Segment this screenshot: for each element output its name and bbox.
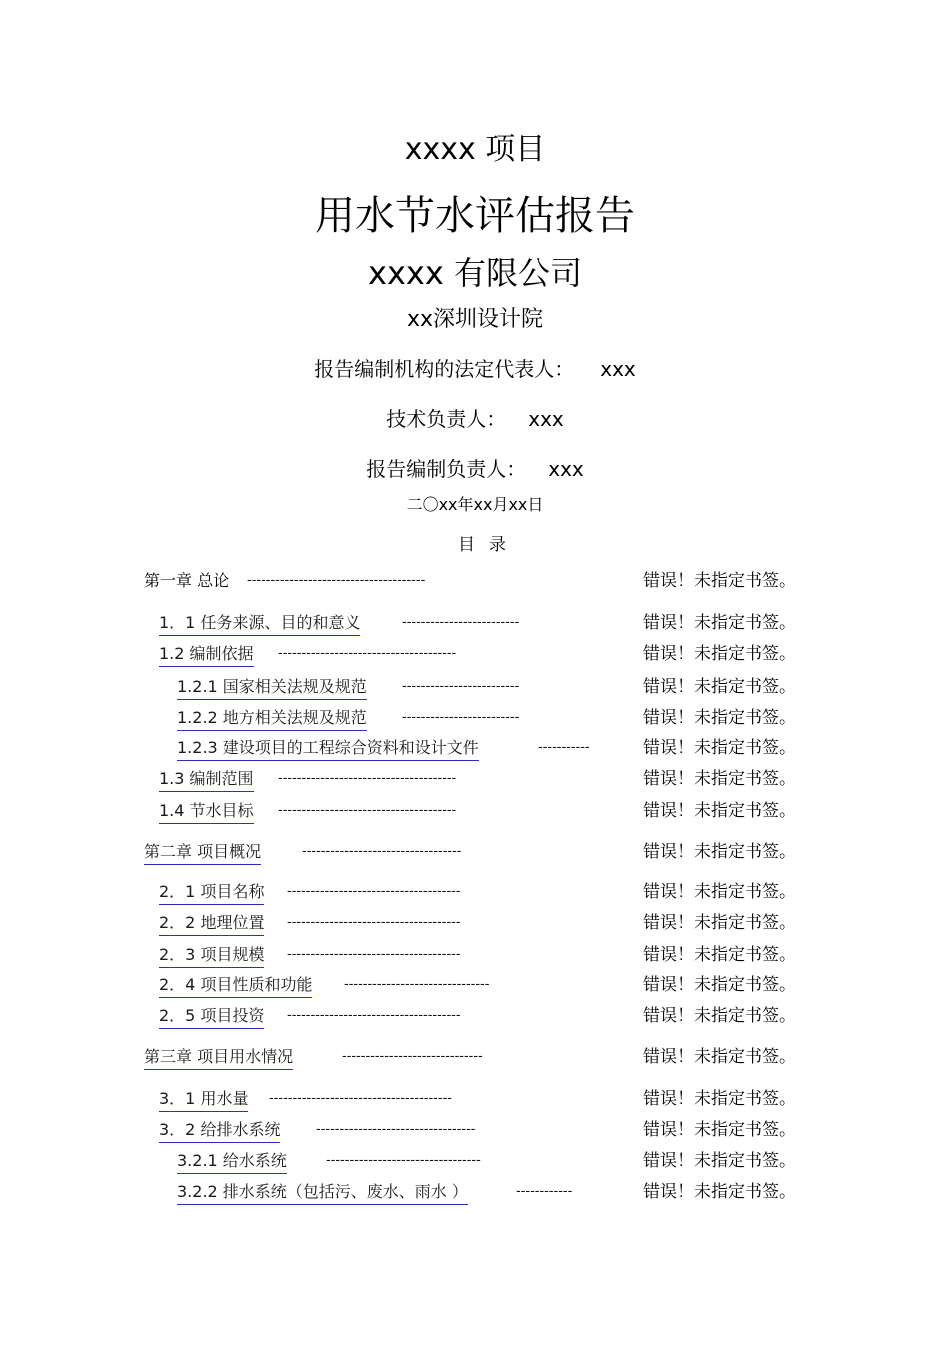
toc-entry[interactable] [0, 611, 950, 635]
toc-leader-dashes: ------------------------------------- [287, 915, 461, 930]
project-name: xxxx 项目 [404, 132, 546, 167]
toc-page-reference: 错误！未指定书签。 [643, 613, 796, 633]
toc-entry-label[interactable]: 1.4 节水目标 [159, 799, 254, 824]
toc-leader-dashes: -------------------------------------- [278, 803, 457, 818]
toc-page-reference: 错误！未指定书签。 [643, 708, 796, 728]
toc-entry[interactable] [0, 943, 950, 967]
toc-entry-label[interactable]: 2．2 地理位置 [159, 911, 264, 936]
toc-leader-dashes: --------------------------------- [326, 1153, 481, 1168]
company-name: xxxx 有限公司 [368, 254, 582, 292]
institute-name: xx深圳设计院 [406, 307, 544, 332]
toc-entry[interactable] [0, 1118, 950, 1142]
toc-entry-label[interactable]: 3．2 给排水系统 [159, 1118, 280, 1143]
toc-leader-dashes: ---------------------------------- [302, 844, 462, 859]
toc-entry-label[interactable]: 第三章 项目用水情况 [144, 1045, 293, 1070]
toc-heading: 目录 [458, 535, 520, 555]
toc-leader-dashes: ------------------------- [402, 710, 520, 725]
toc-page-reference: 错误！未指定书签。 [643, 1182, 796, 1202]
toc-page-reference: 错误！未指定书签。 [643, 945, 796, 965]
toc-entry-label[interactable]: 1．1 任务来源、目的和意义 [159, 611, 360, 636]
toc-entry[interactable] [0, 880, 950, 904]
toc-entry[interactable] [0, 1180, 950, 1204]
toc-page-reference: 错误！未指定书签。 [643, 801, 796, 821]
toc-entry-label[interactable]: 3.2.1 给水系统 [177, 1149, 287, 1174]
toc-entry-label[interactable]: 1.2 编制依据 [159, 642, 254, 667]
toc-page-reference: 错误！未指定书签。 [643, 842, 796, 862]
technical-lead-line [0, 403, 950, 432]
technical-lead-value: xxx [528, 407, 564, 431]
technical-lead-label: 技术负责人： [386, 407, 507, 431]
toc-entry[interactable] [0, 736, 950, 760]
toc-leader-dashes: ------------------------------------- [287, 947, 461, 962]
toc-entry [0, 569, 950, 593]
toc-page-reference: 错误！未指定书签。 [643, 769, 796, 789]
toc-leader-dashes: ------------ [516, 1184, 573, 1199]
toc-page-reference: 错误！未指定书签。 [643, 1151, 796, 1171]
toc-entry[interactable] [0, 911, 950, 935]
toc-entry[interactable] [0, 1149, 950, 1173]
toc-leader-dashes: -------------------------------------- [278, 771, 457, 786]
toc-page-reference: 错误！未指定书签。 [643, 1047, 796, 1067]
toc-entry[interactable] [0, 799, 950, 823]
report-editor-line [0, 453, 950, 482]
toc-entry-label[interactable]: 2．4 项目性质和功能 [159, 973, 312, 998]
legal-representative-label: 报告编制机构的法定代表人： [314, 357, 575, 381]
toc-entry-label[interactable]: 1.2.2 地方相关法规及规范 [177, 706, 367, 731]
toc-entry-label[interactable]: 第二章 项目概况 [144, 840, 261, 865]
report-date: 二〇xx年xx月xx日 [406, 495, 544, 514]
toc-page-reference: 错误！未指定书签。 [643, 1120, 796, 1140]
toc-leader-dashes: -------------------------------------- [278, 646, 457, 661]
toc-leader-dashes: ----------- [538, 740, 590, 755]
toc-entry-label[interactable]: 2．3 项目规模 [159, 943, 264, 968]
toc-entry[interactable] [0, 1004, 950, 1028]
toc-page-reference: 错误！未指定书签。 [643, 571, 796, 591]
toc-page-reference: 错误！未指定书签。 [643, 882, 796, 902]
toc-leader-dashes: ------------------------- [402, 679, 520, 694]
toc-entry-label[interactable]: 3.2.2 排水系统（包括污、废水、雨水 ） [177, 1180, 468, 1205]
toc-leader-dashes: -------------------------------------- [247, 573, 426, 588]
report-editor-value: xxx [548, 457, 584, 481]
toc-entry-label[interactable]: 1.2.1 国家相关法规及规范 [177, 675, 367, 700]
toc-entry-label[interactable]: 1.2.3 建设项目的工程综合资料和设计文件 [177, 736, 479, 761]
toc-entry[interactable] [0, 1045, 950, 1069]
toc-entry-label[interactable]: 2．5 项目投资 [159, 1004, 264, 1029]
report-editor-label: 报告编制负责人： [366, 457, 527, 481]
toc-entry-label: 第一章 总论 [144, 571, 230, 590]
toc-entry[interactable] [0, 642, 950, 666]
toc-page-reference: 错误！未指定书签。 [643, 677, 796, 697]
toc-leader-dashes: ---------------------------------- [316, 1122, 476, 1137]
toc-page-reference: 错误！未指定书签。 [643, 1089, 796, 1109]
toc-leader-dashes: ------------------------------------- [287, 1008, 461, 1023]
toc-entry-label[interactable]: 1.3 编制范围 [159, 767, 254, 792]
toc-page-reference: 错误！未指定书签。 [643, 644, 796, 664]
toc-entry[interactable] [0, 1087, 950, 1111]
toc-leader-dashes: ------------------------------ [342, 1049, 483, 1064]
toc-page-reference: 错误！未指定书签。 [643, 738, 796, 758]
toc-entry[interactable] [0, 675, 950, 699]
toc-entry-label[interactable]: 2．1 项目名称 [159, 880, 264, 905]
toc-entry[interactable] [0, 706, 950, 730]
toc-entry[interactable] [0, 840, 950, 864]
report-title: 用水节水评估报告 [315, 193, 635, 239]
legal-representative-value: xxx [600, 357, 636, 381]
toc-page-reference: 错误！未指定书签。 [643, 975, 796, 995]
toc-page-reference: 错误！未指定书签。 [643, 1006, 796, 1026]
toc-leader-dashes: ------------------------------------- [287, 884, 461, 899]
toc-entry[interactable] [0, 767, 950, 791]
toc-leader-dashes: --------------------------------------- [269, 1091, 452, 1106]
legal-representative-line [0, 353, 950, 382]
toc-entry-label[interactable]: 3．1 用水量 [159, 1087, 248, 1112]
toc-entry[interactable] [0, 973, 950, 997]
toc-leader-dashes: ------------------------- [402, 615, 520, 630]
toc-page-reference: 错误！未指定书签。 [643, 913, 796, 933]
toc-leader-dashes: ------------------------------- [344, 977, 490, 992]
